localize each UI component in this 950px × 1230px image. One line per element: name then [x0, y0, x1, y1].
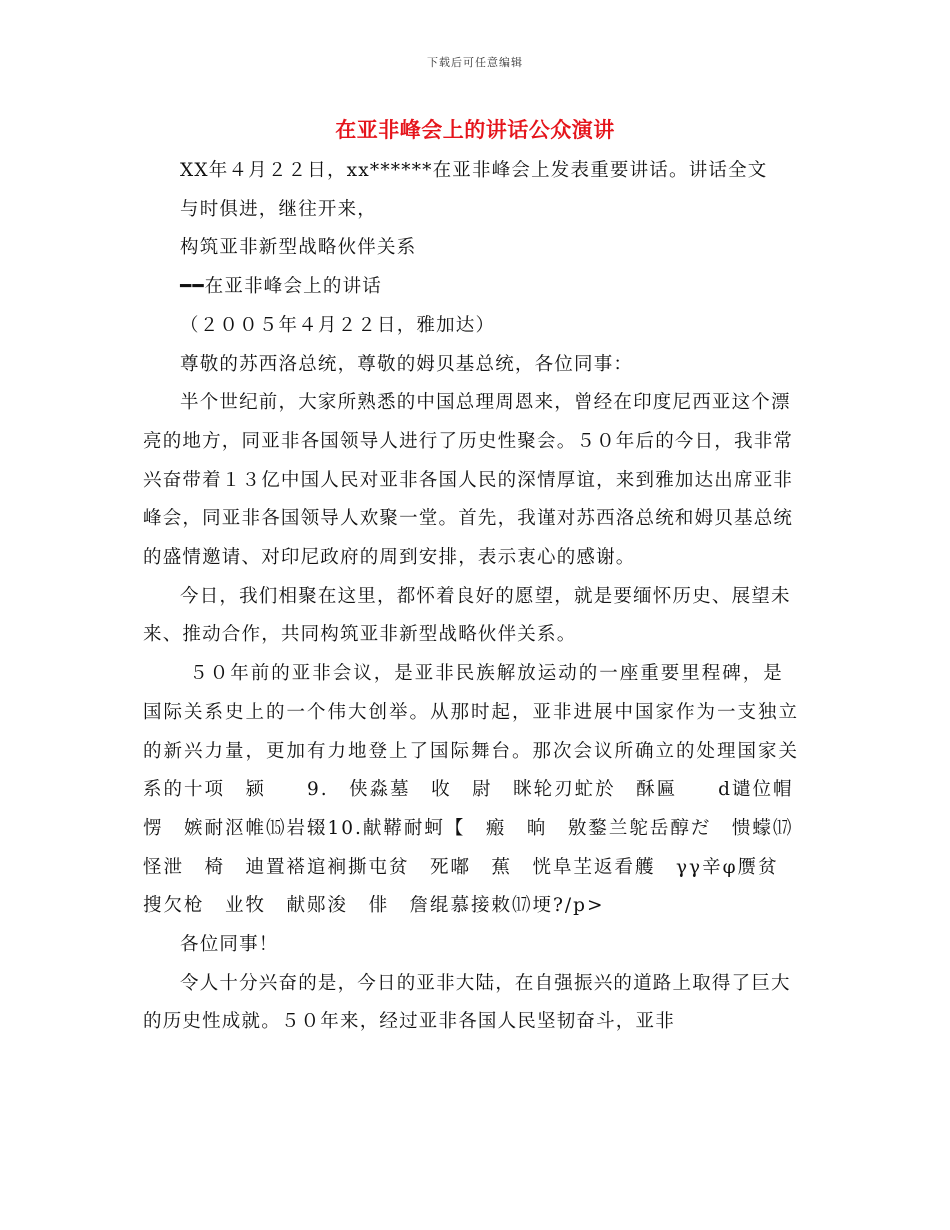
paragraph-heading-1: 与时俱进，继往开来， — [180, 198, 378, 220]
paragraph-today: 今日，我们相聚在这里，都怀着良好的愿望，就是要缅怀历史、展望未来、推动合作，共同构筑亚非新型战略伙伴关系。 — [143, 585, 791, 646]
paragraph-date-place: （２００５年４月２２日，雅加达） — [180, 314, 496, 336]
paragraph-heading-3: ━━在亚非峰会上的讲话 — [180, 276, 382, 298]
document-title: 在亚非峰会上的讲话公众演讲 — [335, 117, 615, 142]
document-body — [143, 152, 803, 1042]
paragraph-half-century: 半个世纪前，大家所熟悉的中国总理周恩来，曾经在印度尼西亚这个漂亮的地方，同亚非各国领导人进行了历史性聚会。５０年后的今日，我非常兴奋带着１３亿中国人民对亚非各国人民的深情厚谊，来到雅加达出席亚非峰会，同亚非各国领导人欢聚一堂。首先，我谨对苏西洛总统和姆贝基总统的盛情邀请、对印尼政府的周到安排，表示衷心的感谢。 — [143, 392, 794, 569]
paragraph-achievements: 令人十分兴奋的是，今日的亚非大陆，在自强振兴的道路上取得了巨大的历史性成就。５０年来，经过亚非各国人民坚韧奋斗，亚非 — [143, 972, 791, 1033]
paragraph-intro: XX年４月２２日，xx******在亚非峰会上发表重要讲话。讲话全文 — [180, 160, 768, 181]
paragraph-heading-2: 构筑亚非新型战略伙伴关系 — [180, 237, 417, 259]
paragraph-colleagues: 各位同事！ — [180, 934, 279, 956]
header-note: 下载后可任意编辑 — [427, 56, 523, 69]
paragraph-salutation: 尊敬的苏西洛总统，尊敬的姆贝基总统，各位同事： — [180, 353, 634, 375]
paragraph-bandung: ５０年前的亚非会议，是亚非民族解放运动的一座重要里程碑，是国际关系史上的一个伟大创举。从那时起，亚非进展中国家作为一支独立的新兴力量，更加有力地登上了国际舞台。那次会议所确立的处理国家关系的十项 颍 9. 侠淼墓 收 尉 眯轮刃虻於 酥匾 d谴位帽愣 嫉耐沤帷⒂岩辍10.献鞯耐蚵【 瘢 晌 敫鍪兰鸵岳醇だ 愦蠓⒄怪泄 椅 迪置褡逭裥撕屯贫 死嘟 蕉 恍阜芏返看艧 γγ辛φ赝贫 搜欠枪 业牧 献郧浚 俳 詹绲慕接敕⒄埂?/p> — [143, 663, 800, 917]
